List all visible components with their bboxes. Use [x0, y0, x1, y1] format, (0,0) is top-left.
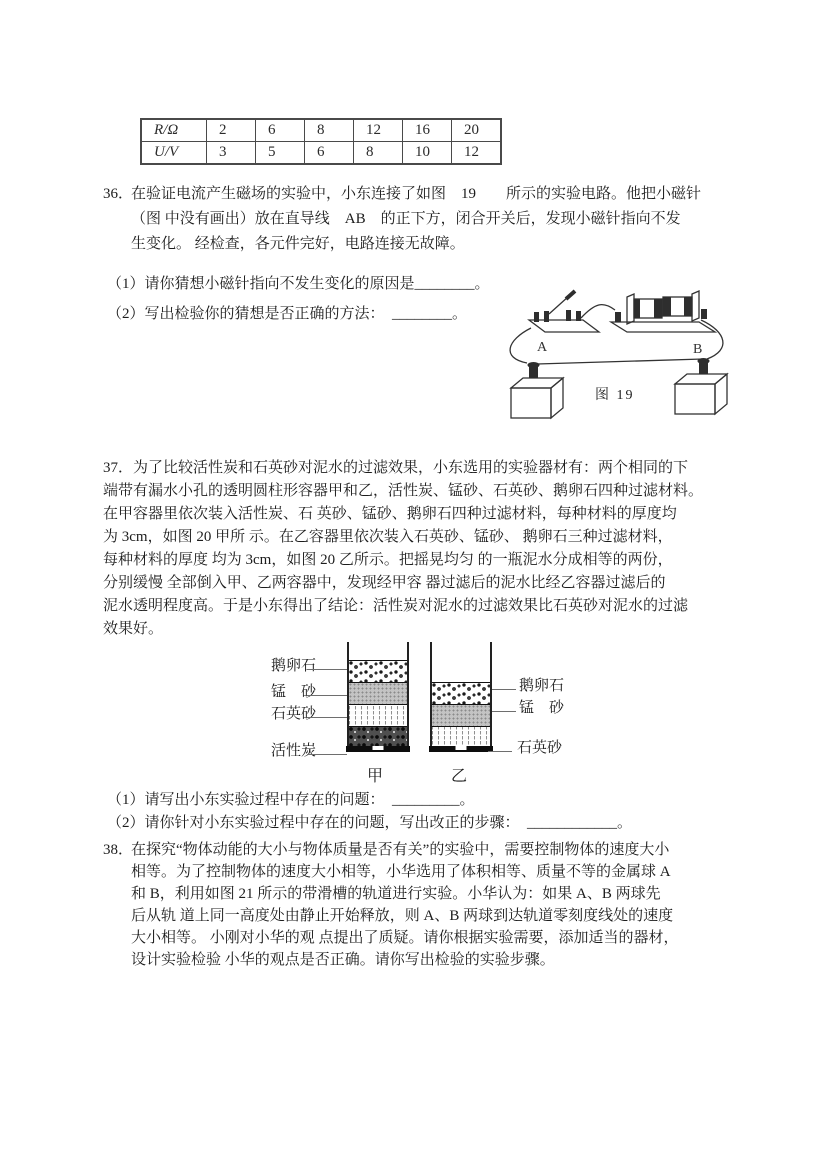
table-row [141, 142, 501, 165]
label-pebble-right: 鹅卵石 [519, 678, 565, 694]
layer-pebbles [349, 660, 407, 682]
label-manganese-right: 锰 砂 [519, 700, 565, 716]
table-cell: 3 [207, 142, 256, 165]
figure-20-filter-containers [255, 640, 590, 792]
question-37-sub-1: （1）请写出小东实验过程中存在的问题： _________。 [107, 792, 475, 808]
table-cell: 12 [452, 142, 502, 165]
layer-pebbles [432, 682, 490, 704]
resistance-voltage-table [140, 118, 502, 165]
table-header-voltage: U/V [141, 142, 207, 165]
switch-post [544, 311, 549, 322]
question-37-line: 在甲容器里依次装入活性炭、石 英砂、锰砂、鹅卵石四种过滤材料，每种材料的厚度均 [103, 506, 677, 522]
switch-post [566, 310, 571, 321]
question-37-line: 泥水透明程度高。于是小东得出了结论：活性炭对泥水的过滤效果比石英砂对泥水的过滤 [103, 598, 689, 614]
battery-terminal [615, 312, 621, 322]
question-36 [103, 182, 771, 257]
question-38-line: 后从轨 道上同一高度处由静止开始释放，则 A、B 两球到达轨道零刻度线处的速度 [131, 908, 674, 924]
question-37-line [103, 457, 743, 480]
question-37-line: 端带有漏水小孔的透明圆柱形容器甲和乙，活性炭、锰砂、石英砂、鹅卵石四种过滤材料。 [103, 483, 704, 499]
table-cell: 6 [256, 119, 305, 142]
figure-19-caption: 图 19 [595, 388, 635, 403]
left-block-top [511, 378, 563, 388]
caption-yi: 乙 [451, 768, 468, 785]
switch-handle [566, 291, 575, 299]
table-cell: 6 [305, 142, 354, 165]
question-37-text: 为了比较活性炭和石英砂对泥水的过滤效果，小东选用的实验器材有：两个相同的下 [133, 460, 689, 476]
table-cell: 8 [354, 142, 403, 165]
question-36-line: （图 中没有画出）放在直导线 AB 的正下方，闭合开关后，发现小磁针指向不发 [131, 211, 681, 227]
question-37-line: 分别缓慢 全部倒入甲、乙两容器中，发现经甲容 器过滤后的泥水比经乙容器过滤后的 [103, 575, 666, 591]
left-block-side [551, 378, 563, 418]
question-36-number: 36． [103, 186, 134, 202]
leader-line [307, 669, 347, 670]
layer-activated-carbon [349, 726, 407, 746]
label-pebble-left: 鹅卵石 [271, 658, 317, 674]
battery-end-plate [627, 294, 634, 324]
question-38-line: 设计实验检验 小华的观点是否正确。请你写出检验的实验步骤。 [131, 952, 555, 968]
question-36-line: 在验证电流产生磁场的实验中，小东连接了如图 19 所示的实验电路。他把小磁针 [131, 186, 702, 202]
leader-line [492, 689, 516, 690]
label-quartz-right: 石英砂 [517, 740, 563, 756]
wire-label-a: A [537, 340, 548, 355]
drain-band [346, 746, 410, 752]
wire-left-arc [510, 328, 531, 363]
wire-ab [537, 359, 703, 364]
drain-band [429, 746, 493, 752]
question-38-line: 在探究“物体动能的大小与物体质量是否有关”的实验中，需要控制物体的速度大小 [131, 842, 670, 858]
question-37-line: 每种材料的厚度 均为 3cm，如图 20 乙所示。把摇晃均匀 的一瓶泥水分成相等的两份， [103, 552, 673, 568]
table-row [141, 119, 501, 142]
drain-hole [456, 746, 467, 750]
question-38-number: 38． [103, 842, 134, 858]
battery-end-plate [692, 291, 699, 321]
question-37-line: 为 3cm，如图 20 甲所 示。在乙容器里依次装入石英砂、锰砂、 鹅卵石三种过滤材料， [103, 529, 673, 545]
container-yi [430, 642, 492, 752]
table-cell: 20 [452, 119, 502, 142]
table-cell: 16 [403, 119, 452, 142]
table-header-resistance: R/Ω [141, 119, 207, 142]
container-jia [347, 642, 409, 752]
leader-line [307, 717, 347, 718]
drain-hole [373, 746, 384, 750]
circuit-drawing [503, 288, 743, 433]
table-cell: 2 [207, 119, 256, 142]
left-block-front [511, 388, 551, 418]
switch-base [529, 320, 599, 332]
table-cell: 10 [403, 142, 452, 165]
leader-line [307, 695, 347, 696]
question-38-line: 大小相等。 小刚对小华的观 点提出了质疑。请你根据实验需要，添加适当的器材， [131, 930, 679, 946]
leader-line [488, 751, 512, 752]
question-38-line: 和 B，利用如图 21 所示的带滑槽的轨道进行实验。小华认为：如果 A、B 两球先 [131, 886, 661, 902]
wire-label-b: B [693, 342, 703, 357]
layer-quartz-sand [349, 704, 407, 726]
question-37 [103, 457, 743, 641]
label-quartz-left: 石英砂 [271, 706, 317, 722]
question-36-line: 生变化。 经检查，各元件完好，电路连接无故障。 [131, 236, 465, 252]
wire-top-arc [581, 305, 615, 318]
table-cell: 5 [256, 142, 305, 165]
layer-quartz-sand [432, 726, 490, 746]
question-36-sub-1: （1）请你猜想小磁针指向不发生变化的原因是________。 [107, 276, 490, 292]
question-38 [103, 839, 771, 971]
table-cell: 8 [305, 119, 354, 142]
battery-terminal [701, 309, 707, 319]
question-36-sub-2: （2）写出检验你的猜想是否正确的方法： ________。 [107, 306, 468, 322]
question-38-line: 相等。为了控制物体的速度大小相等，小华选用了体积相等、质量不等的金属球 A [131, 864, 671, 880]
figure-19-circuit [503, 288, 743, 433]
right-block-top [675, 374, 727, 384]
switch-post [534, 312, 539, 322]
layer-manganese-sand [349, 682, 407, 704]
leader-line [492, 711, 516, 712]
switch-post [576, 311, 581, 321]
label-manganese-left: 锰 砂 [271, 684, 317, 700]
layer-manganese-sand [432, 704, 490, 726]
right-block-side [715, 374, 727, 414]
question-37-line: 效果好。 [103, 621, 164, 637]
question-37-number: 37． [103, 460, 134, 476]
leader-line [307, 754, 347, 755]
question-37-sub-2: （2）请你针对小东实验过程中存在的问题，写出改正的步骤： ____________。 [107, 815, 633, 831]
label-carbon-left: 活性炭 [271, 743, 317, 759]
right-block-front [675, 384, 715, 414]
caption-jia: 甲 [367, 768, 384, 785]
table-cell: 12 [354, 119, 403, 142]
